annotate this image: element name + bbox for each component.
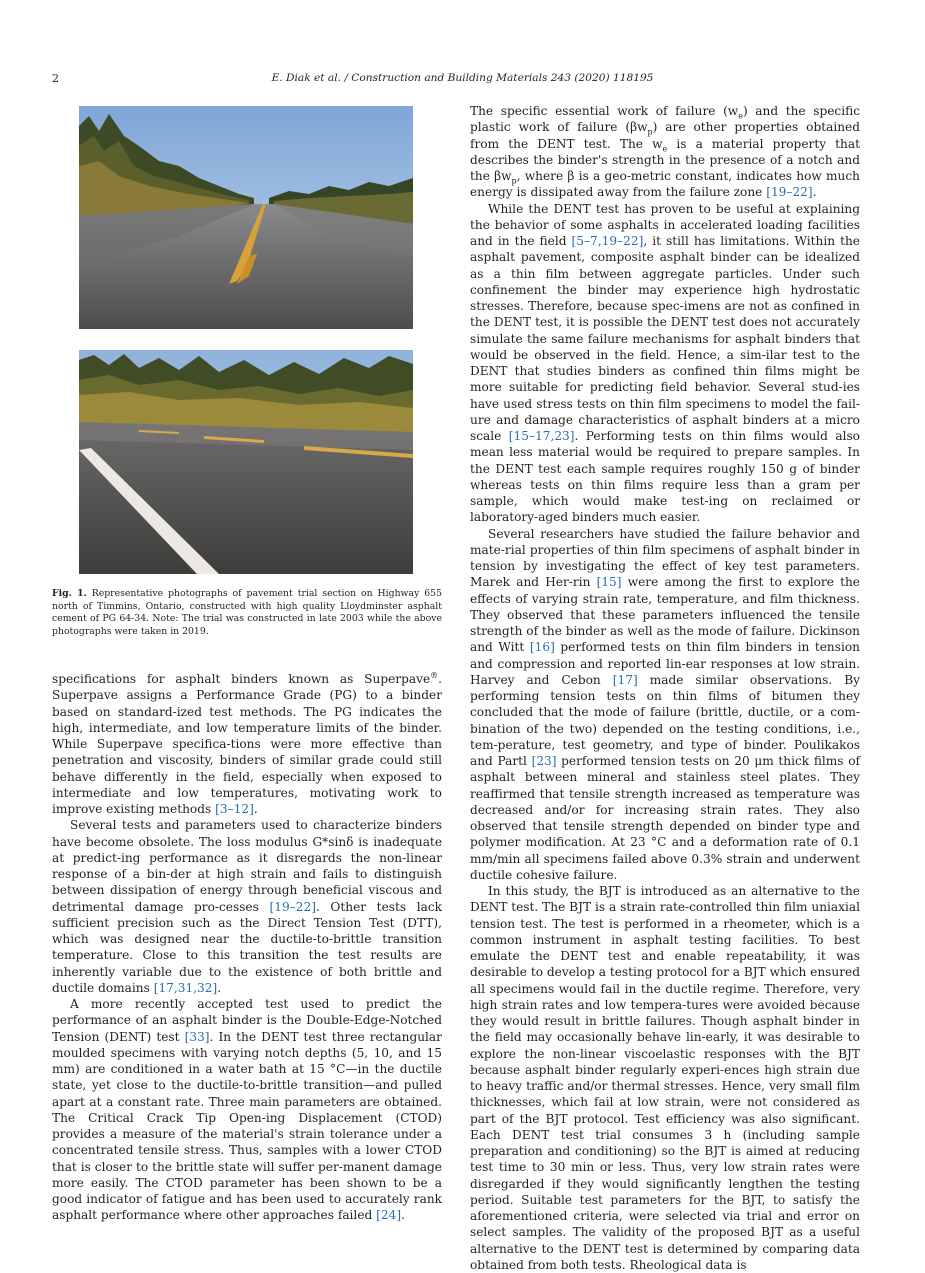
citation-link[interactable]: [24] — [376, 1208, 402, 1223]
running-header: E. Diak et al. / Construction and Building Materials 243 (2020) 118195 — [271, 72, 654, 84]
citation-link[interactable]: [19–22] — [269, 899, 316, 914]
paragraph: While the DENT test has proven to be useful at explaining the behavior of some asphalts in accelerated loading facilities and in the field [5–7,19–22], it still has limitations. Within the asphalt pavement, composite asphalt binder can be idealized as a thin film between aggregate particles. Under such confinement the binder may experience high hydrostatic stresses. Therefore, because spec-imens are not as confined in the DENT test, it is possible the DENT test does not accurately simulate the same failure mechanisms for asphalt binders that would be observed in the field. Hence, a sim-ilar test to the DENT that studies binders as confined thin films might be more suitable for predicting field behavior. Several stud-ies have used stress tests on thin film specimens to model the fail-ure and damage characteristics of asphalt binders at a micro scale [15–17,23]. Performing tests on thin films would also mean less material would be required to prepare samples. In the DENT test each sample requires roughly 150 g of binder whereas tests on thin films require less than a gram per sample, which would make test-ing on reclaimed or laboratory-aged binders much easier. — [470, 201, 860, 525]
page-number: 2 — [52, 72, 59, 85]
right-column — [470, 103, 860, 1273]
paragraph: Several researchers have studied the failure behavior and mate-rial properties of thin film specimens of asphalt binder in tension by investigating the effect of key test parameters. Marek and Her-rin [15] were among the first to explore the effects of varying strain rate, temperature, and film thickness. They observed that these parameters influenced the tensile strength of the binder as well as the mode of failure. Dickinson and Witt [16] performed tests on thin film binders in tension and compression and reported lin-ear responses at low strain. Harvey and Cebon [17] made similar observations. By performing tension tests on thin films of bitumen they concluded that the mode of failure (brittle, ductile, or a com-bination of the two) depended on the testing conditions, i.e., tem-perature, test geometry, and type of binder. Poulikakos and Partl [23] performed tension tests on 20 μm thick films of asphalt between mineral and stainless steel plates. They reaffirmed that tensile strength increased as temperature was decreased and/or for increasing strain rates. They also observed that tensile strength depended on binder type and polymer modification. At 23 °C and a deformation rate of 0.1 mm/min all specimens failed above 0.3% strain and underwent ductile cohesive failure. — [470, 526, 861, 882]
figure-photo-bottom — [79, 350, 413, 574]
figure-caption — [52, 588, 442, 638]
citation-link[interactable]: [15–17,23] — [508, 429, 575, 443]
citation-link[interactable]: [33] — [184, 1029, 210, 1044]
citation-link[interactable]: [17] — [612, 672, 638, 687]
citation-link[interactable]: [15] — [596, 575, 622, 590]
left-column — [52, 671, 442, 1224]
citation-link[interactable]: [5–7,19–22] — [571, 234, 644, 248]
figure-label: Fig. 1. — [52, 588, 87, 599]
figure-caption-text: Representative photographs of pavement trial section on Highway 655 north of Timmins, Ontario, constructed with high quality Lloydminster asphalt cement of PG 64-34. Note: The trial was constructed in late 2003 while the above photographs were taken in 2019. — [52, 588, 442, 637]
paragraph: Several tests and parameters used to characterize binders have become obsolete. The loss modulus G*sinδ is inadequate at predict-ing performance as it disregards the non-linear response of a bin-der at high strain and fails to distinguish between dissipation of energy through beneficial viscous and detrimental damage pro-cesses [19–22]. Other tests lack sufficient precision such as the Direct Tension Test (DTT), which was designed near the ductile-to-brittle transition temperature. Close to this transition the test results are inherently variable due to the existence of both brittle and ductile domains [17,31,32]. — [52, 818, 442, 995]
figure-photo-top — [79, 106, 413, 329]
citation-link[interactable]: [17,31,32] — [153, 980, 218, 995]
paragraph: specifications for asphalt binders known as Superpave®. Superpave assigns a Performance Grade (PG) to a binder based on standard-ized test methods. The PG indicates the high, intermediate, and low temperature limits of the binder. While Superpave specifica-tions were more effective than penetration and viscosity, binders of similar grade could still behave differently in the field, especially when exposed to intermediate and low temperatures, motivating work to improve existing methods [3–12]. — [52, 670, 442, 816]
citation-link[interactable]: [3–12] — [215, 802, 254, 816]
citation-link[interactable]: [19–22] — [766, 185, 813, 200]
paragraph: The specific essential work of failure $(w_e)$ and the specific plastic work of failure $(\beta w_p)$ are other properties obtained from the DENT test. The $w_e$ is a material property that describes the binder's strength in the presence of a notch and the $\beta w_p$, where β is a geo-metric constant, indicates how much energy is dissipated away from the failure zone [19–22]. — [470, 104, 861, 200]
paragraph: A more recently accepted test used to predict the performance of an asphalt binder is the Double-Edge-Notched Tension (DENT) test [33]. In the DENT test three rectangular moulded specimens with varying notch depths (5, 10, and 15 mm) are conditioned in a water bath at 15 °C—in the ductile state, yet close to the ductile-to-brittle transition—and pulled apart at a constant rate. Three main parameters are obtained. The Critical Crack Tip Open-ing Displacement (CTOD) provides a measure of the material's strain tolerance under a concentrated tensile stress. Thus, samples with a lower CTOD that is closer to the brittle state will suffer per-manent damage more easily. The CTOD parameter has been shown to be a good indicator of fatigue and has been used to accurately rank asphalt performance where other approaches failed [24]. — [52, 997, 442, 1223]
paragraph: In this study, the BJT is introduced as an alternative to the DENT test. The BJT is a strain rate-controlled thin film uniaxial tension test. The test is performed in a rheometer, which is a common instrument in asphalt testing facilities. To best emulate the DENT test and enable repeatability, it was desirable to develop a testing protocol for a BJT which ensured all specimens would fail in the ductile regime. Therefore, very high strain rates and low tempera-tures were avoided because they would result in brittle failures. Though asphalt binder in the field may occasionally behave lin-early, it was desirable to explore the non-linear viscoelastic responses with the BJT because asphalt binder regularly experi-ences high strain due to heavy traffic and/or thermal stresses. Hence, very small film thicknesses, which fail at low strain, were not considered as part of the BJT protocol. Test efficiency was also significant. Each DENT test trial consumes 3 h (including sample preparation and conditioning) so the BJT is aimed at reducing test time to 30 min or less. Thus, very low strain rates were disregarded if they would significantly lengthen the testing period. Suitable test parameters for the BJT, to satisfy the aforementioned criteria, were selected via trial and error on select samples. The validity of the proposed BJT as a useful alternative to the DENT test is determined by comparing data obtained from both tests. Rheological data is — [470, 884, 860, 1272]
citation-link[interactable]: [16] — [529, 640, 555, 655]
citation-link[interactable]: [23] — [531, 754, 557, 768]
